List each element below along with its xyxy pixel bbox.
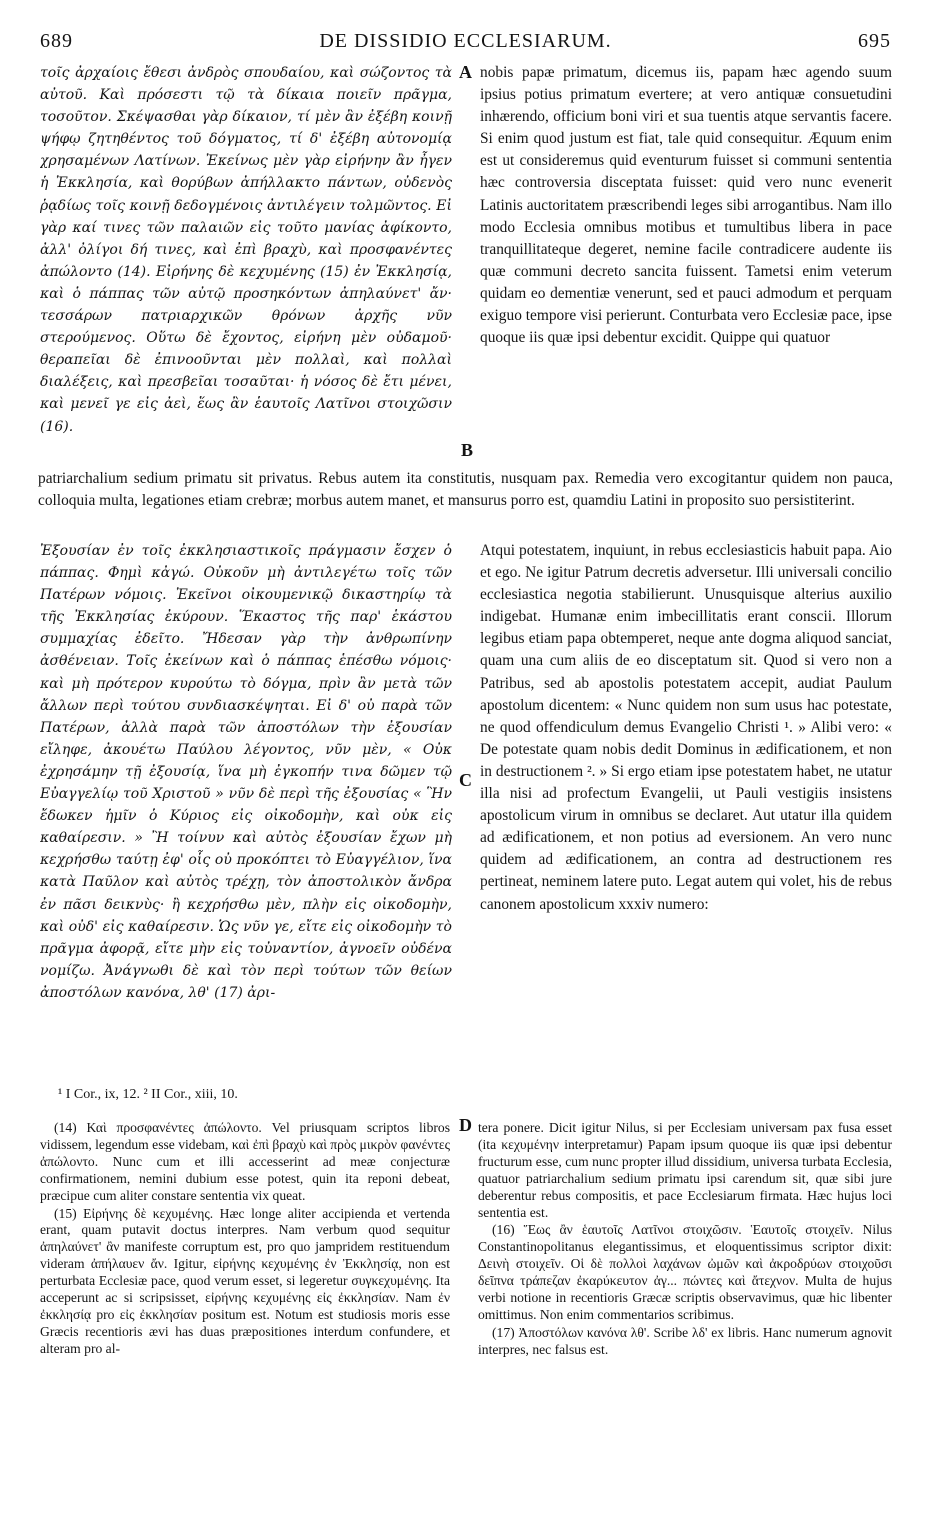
latin-column-lower: Atqui potestatem, inquiunt, in rebus ecclesiasticis habuit papa. Aio et ego. Ne igitur Patrum decretis adversetur. Illi universali concilio ecclesiastica negotia stabilierunt. Unusquisque alterius auxilio indigebat. Humanæ enim imbecillitatis erant conscii. Illorum legibus etiam papa obtemperet, neque ante dogma aliquod sanciat, quam una cum aliis de eo disceptatum sit. Quod si vero non a Patribus, sed ab apostolis potestatem accepit, audiat Paulum apostolum dicentem: « Nunc quidem non sum usus hac potestate, ne quod offendiculum demus Evangelio Christi ¹. » Alibi vero: « De potestate quam nobis dedit Dominus in ædificationem, et non in destructionem ². » Si ergo etiam ipse potestatem habet, ne utatur illa nisi ad profectum Evangelii, ut Pauli vestigiis insistens apostolicum virum in omnibus se declaret. Aut utatur illa quidem ad ædificationem, et non potius ad eversionem. An vero nunc quidem ad ædificationem, an contra ad destructionem res pertineat, neminem latere puto. Legat autem qui volet, his de rebus canonem apostolicum xxxiv numero: [480, 542, 892, 913]
note-15: (15) Εἰρήνης δὲ κεχυμένης. Hæc longe aliter accipienda et vertenda erant, quam putavit doctus interpres. Nam verbum quod sequitur ἀπηλαύνετ' ἂν manifeste corruptum est, pro quo jampridem restituendum videram ἀπήλαυεν ἄν. Igitur, εἰρήνης κεχυμένης ἐν Ἐκκλησίᾳ, non est perturbata Ecclesiæ pace, quod verum esset, si legeretur συγκεχυμένης. Ita acceperunt ac si scripsisset, εἰρήνης κεχυμένης εἰς ἐκκλησίαν. Nam ἐν ἐκκλησίᾳ pro εἰς ἐκκλησίαν positum est. Notum est studiosis moris esse Græcis recentioris ævi has duas præpositiones interdum confundere, et alteram pro al- [40, 1205, 450, 1356]
running-title: DE DISSIDIO ECCLESIARUM. [319, 30, 612, 52]
margin-marker-d: D [459, 1115, 472, 1135]
page-number-right: 695 [858, 30, 891, 52]
margin-marker-b: B [461, 440, 474, 460]
page-number-left: 689 [40, 30, 73, 52]
note-14: (14) Καὶ προσφανέντες ἀπώλοντο. Vel priusquam scriptos libros vidissem, legendum esse videbam, καὶ ἐπὶ βραχὺ καὶ πρὸς μικρὸν φανέντες ἀπώλοντο. Nunc cum et illi accesserint ad meæ conjecturæ confirmationem, nemini dubium esse potest, quin ita reponi debeat, præcipue cum aliter constare sententia vix queat. [40, 1120, 450, 1203]
margin-marker-a: A [459, 62, 472, 82]
latin-column-upper: nobis papæ primatum, dicemus iis, papam hæc agendo suum ipsius potius primatum evertere; at vero antiquæ consuetudini inhærendo, officium boni viri et sua tuentis atque servantis facere. Si enim quod justum est fiat, tale quid consequitur. Æquum enim est ut consideremus quid eventurum fuisset si communi sententia hæc controversia disceptata fuisset: quid vero nunc evenerit Latinis auctoritatem præscribendi leges sibi arrogantibus. Nam illo modo Ecclesia omnibus motibus et tumultibus libera in pace tranquillitateque degeret, nemine facile contradicere audente iis quæ communi decreto sancita fuissent. Tametsi enim veterum quidam eo dementiæ venerunt, sed et pauci admodum et perquam exiguo tempore visi perierunt. Conturbata vero Ecclesiæ pace, ipse quoque iis quæ ipsi debentur excidit. Quippe qui quatuor [480, 64, 892, 347]
latin-full-width-line: patriarchalium sedium primatu sit privatus. Rebus autem ita constitutis, nusquam pax. Remedia vero excogitantur quidem non pauca, colloquia multa, legationes etiam crebræ; morbus autem manet, et mansurus porro est, quamdiu Latini in proposito suo persistiterint. [38, 470, 893, 509]
scripture-footnotes: ¹ I Cor., ix, 12. ² II Cor., xiii, 10. [58, 1087, 238, 1102]
page-header [40, 30, 891, 56]
greek-column-lower: Ἐξουσίαν ἐν τοῖς ἐκκλησιαστικοῖς πράγμασιν ἔσχεν ὁ πάππας. Φημὶ κἀγώ. Οὐκοῦν μὴ ἀντιλεγέτω τοῖς τῶν Πατέρων νόμοις. Ἐκεῖνοι οἰκουμενικῷ δικαστηρίῳ τὰ τῆς Ἐκκλησίας ἐκύρουν. Ἕκαστος τῆς παρ' ἑκάστου συμμαχίας ἐδεῖτο. Ἤδεσαν γὰρ τὴν ἀνθρωπίνην ἀσθένειαν. Τοῖς ἐκείνων καὶ ὁ πάππας ἑπέσθω νόμοις· καὶ μὴ πρότερον κυρούτω τὸ δόγμα, πρὶν ἂν μετὰ τῶν ἄλλων περὶ τούτου συνδιασκέψηται. Εἰ δ' οὐ παρὰ τῶν Πατέρων, ἀλλὰ παρὰ τῶν ἀποστόλων τὴν ἐξουσίαν εἴληφε, ἀκουέτω Παύλου λέγοντος, νῦν μὲν, « Οὐκ ἐχρησάμην τῇ ἐξουσίᾳ, ἵνα μὴ ἐγκοπήν τινα δῶμεν τῷ Εὐαγγελίῳ τοῦ Χριστοῦ » νῦν δὲ περὶ τῆς ἐξουσίας « Ἣν ἔδωκεν ἡμῖν ὁ Κύριος εἰς οἰκοδομὴν, καὶ οὐκ εἰς καθαίρεσιν. » Ἢ τοίνυν καὶ αὐτὸς ἐξουσίαν ἔχων μὴ κεχρήσθω ταύτῃ ἐφ' οἷς οὐ προκόπτει τὸ Εὐαγγέλιον, ἵνα κατὰ Παῦλον καὶ αὐτὸς τρέχῃ, τὸν ἀποστολικὸν ἄνδρα ἐν πᾶσι δεικνὺς· ἢ κεχρήσθω μὲν, πλὴν εἰς οἰκοδομὴν, καὶ οὐδ' εἰς καθαίρεσιν. Ὡς νῦν γε, εἴτε εἰς οἰκοδομὴν τὸ πρᾶγμα ἀφορᾷ, εἴτε μὴν εἰς τοὐναντίον, ἀγνοεῖν οὐδένα νομίζω. Ἀνάγνωθι δὲ καὶ τὸν περὶ τούτων τῶν θείων ἀποστόλων κανόνα, λθ' (17) ἀρι- [40, 543, 452, 1001]
note-15-continued: tera ponere. Dicit igitur Nilus, si per Ecclesiam universam pax fusa esset (ita κεχυμένην interpretamur) Papam ipsum quoque iis quæ ipsi debentur fructurum esse, cum nunc propter illud dissidium, universa turbata Ecclesia, quatuor patriarchalium sedium primatu ipsi carendum sit, quæ sibi jure deberentur rebus compositis, et pace Ecclesiarum firmata. Hæc hujus loci sententia est. [478, 1120, 892, 1220]
margin-marker-c: C [459, 770, 472, 790]
note-17: (17) Ἀποστόλων κανόνα λθ'. Scribe λδ' ex libris. Hanc numerum agnovit interpres, nec falsus est. [478, 1324, 892, 1357]
note-16: (16) Ἕως ἂν ἑαυτοῖς Λατῖνοι στοιχῶσιν. Ἑαυτοῖς στοιχεῖν. Nilus Constantinopolitanus elegantissimus, et eloquentissimus scriptor dixit: Δεινὴ στοιχεῖν. Οἱ δὲ πολλοὶ λαχάνων ὠμῶν καὶ ἀκροδρύων στοιχοῦσι δεῖπνα τράπεζαν ἐκαρύκευτον ἀγ... πώντες καὶ ἄτεχνον. Multa de hujus verbi notione in recentioris Græcæ scriptis observavimus, quæ hic libenter omittimus. Non enim commentarios scribimus. [478, 1222, 892, 1322]
notes-left-column [40, 1120, 450, 1532]
notes-right-column [478, 1120, 892, 1532]
greek-column-upper: τοῖς ἀρχαίοις ἔθεσι ἀνδρὸς σπουδαίου, καὶ σώζοντος τὰ αὐτοῦ. Καὶ πρόσεστι τῷ τὰ δίκαια ποιεῖν πρᾶγμα, τοσοῦτον. Σκέψασθαι γὰρ δίκαιον, τί μὲν ἂν ἐξέβη κοινῇ ψήφῳ ζητηθέντος τοῦ δόγματος, τί δ' ἐξέβη αὐτονομίᾳ χρησαμένων Λατίνων. Ἐκείνως μὲν γὰρ εἰρήνην ἂν ἦγεν ἡ Ἐκκλησία, καὶ θορύβων ἀπήλλακτο πάντων, οὐδενὸς ῥᾳδίως τοῖς κοινῇ δεδογμένοις ἀντιλέγειν τολμῶντος. Εἰ γὰρ καί τινες τῶν παλαιῶν εἰς τοῦτο μανίας ἀφίκοντο, ἀλλ' ὀλίγοι δή τινες, καὶ ἐπὶ βραχὺ, καὶ προσφανέντες ἀπώλοντο (14). Εἰρήνης δὲ κεχυμένης (15) ἐν Ἐκκλησίᾳ, καὶ ὁ πάππας τῶν αὐτῷ προσηκόντων ἀπηλαύνετ' ἄν· τεσσάρων πατριαρχικῶν θρόνων ἀρχῆς νῦν στερούμενος. Οὕτω δὲ ἔχοντος, εἰρήνη μὲν οὐδαμοῦ· θεραπεῖαι δὲ ἐπινοοῦνται μὲν πολλαὶ, καὶ πολλαὶ διαλέξεις, καὶ πρεσβεῖαι τοσαῦται· ἡ νόσος δὲ ἔτι μένει, καὶ μενεῖ γε εἰς ἀεὶ, ἕως ἂν ἑαυτοῖς Λατῖνοι στοιχῶσιν (16). [40, 65, 452, 435]
